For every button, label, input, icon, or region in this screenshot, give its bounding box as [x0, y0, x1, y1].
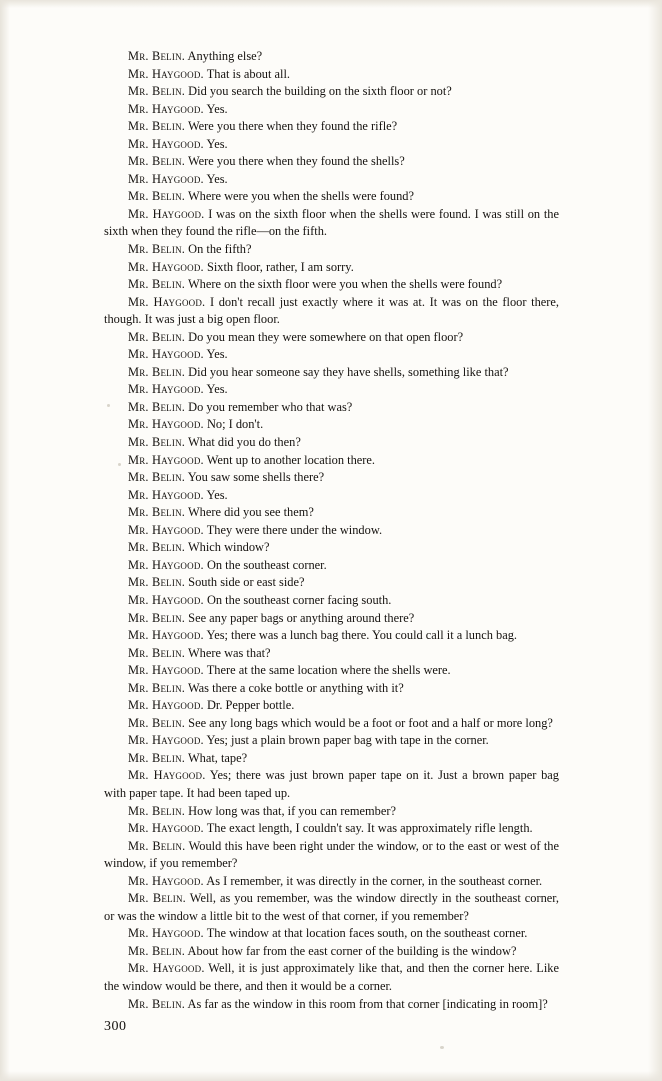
- speaker-text: What, tape?: [185, 750, 248, 765]
- speaker-label: Mr. Belin.: [128, 838, 186, 853]
- scan-speck: [440, 1046, 444, 1049]
- transcript-line: [104, 697, 559, 715]
- speaker-label: Mr. Haygood.: [128, 171, 204, 186]
- speaker-text: What did you do then?: [185, 435, 301, 450]
- transcript-line: [104, 136, 559, 154]
- speaker-text: Yes; just a plain brown paper bag with tape in the corner.: [203, 733, 489, 748]
- speaker-text: Were you there when they found the rifle?: [185, 119, 398, 134]
- page-edge-shading-right: [648, 0, 662, 1081]
- transcript-line: [104, 504, 559, 522]
- transcript-line: [104, 294, 559, 329]
- speaker-text: Anything else?: [185, 49, 263, 63]
- transcript-line: [104, 627, 559, 645]
- speaker-label: Mr. Belin.: [128, 399, 186, 414]
- speaker-text: As far as the window in this room from that corner [indicating in room]?: [185, 996, 548, 1011]
- transcript-line: [104, 171, 559, 189]
- speaker-text: Would this have been right under the window, or to the east or west of the window, if you remember?: [104, 838, 559, 871]
- speaker-label: Mr. Belin.: [128, 435, 186, 450]
- speaker-text: Was there a coke bottle or anything with it?: [185, 680, 404, 695]
- speaker-text: As I remember, it was directly in the corner, in the southeast corner.: [203, 873, 543, 888]
- transcript-line: [104, 66, 559, 84]
- speaker-text: Yes.: [203, 136, 228, 151]
- speaker-label: Mr. Belin.: [128, 575, 186, 590]
- speaker-label: Mr. Belin.: [128, 803, 186, 818]
- speaker-label: Mr. Haygood.: [128, 487, 204, 502]
- speaker-label: Mr. Belin.: [128, 277, 186, 292]
- transcript-line: [104, 206, 559, 241]
- speaker-label: Mr. Belin.: [128, 680, 186, 695]
- speaker-label: Mr. Haygood.: [128, 294, 206, 309]
- speaker-label: Mr. Belin.: [128, 329, 186, 344]
- speaker-label: Mr. Belin.: [128, 610, 186, 625]
- transcript-line: [104, 487, 559, 505]
- transcript-line: [104, 522, 559, 540]
- speaker-text: Sixth floor, rather, I am sorry.: [203, 259, 354, 274]
- transcript-line: [104, 592, 559, 610]
- transcript-line: [104, 469, 559, 487]
- speaker-text: Do you mean they were somewhere on that open floor?: [185, 329, 464, 344]
- transcript-line: [104, 48, 559, 66]
- transcript-line: [104, 960, 559, 995]
- transcript-line: [104, 153, 559, 171]
- transcript-line: [104, 662, 559, 680]
- transcript-line: [104, 890, 559, 925]
- speaker-label: Mr. Haygood.: [128, 698, 204, 713]
- speaker-text: Yes; there was just brown paper tape on it. Just a brown paper bag with paper tape. It had been taped up.: [104, 768, 559, 800]
- speaker-label: Mr. Belin.: [128, 119, 186, 134]
- speaker-label: Mr. Haygood.: [128, 417, 204, 432]
- speaker-label: Mr. Belin.: [128, 242, 186, 257]
- speaker-text: On the southeast corner facing south.: [203, 592, 392, 607]
- speaker-label: Mr. Belin.: [128, 154, 186, 169]
- transcript-line: [104, 610, 559, 628]
- speaker-text: There at the same location where the shells were.: [203, 663, 451, 678]
- transcript-line: [104, 732, 559, 750]
- transcript-line: [104, 750, 559, 768]
- speaker-label: Mr. Belin.: [128, 470, 186, 485]
- speaker-text: About how far from the east corner of the building is the window?: [185, 943, 517, 958]
- speaker-label: Mr. Belin.: [128, 943, 186, 958]
- speaker-text: That is about all.: [203, 66, 290, 81]
- transcript-line: [104, 873, 559, 891]
- transcript-line: [104, 925, 559, 943]
- transcript-line: [104, 680, 559, 698]
- speaker-text: Yes.: [203, 347, 228, 362]
- speaker-text: Did you hear someone say they have shells, something like that?: [185, 364, 509, 379]
- speaker-text: Well, it is just approximately like that, and then the corner here. Like the window would be there, and then it would be a corner.: [104, 961, 559, 993]
- transcript-line: [104, 645, 559, 663]
- speaker-label: Mr. Belin.: [128, 645, 186, 660]
- transcript-line: [104, 276, 559, 294]
- speaker-text: Where were you when the shells were found?: [185, 189, 414, 204]
- speaker-label: Mr. Haygood.: [128, 452, 204, 467]
- page-number: 300: [104, 1019, 127, 1034]
- testimony-transcript: [104, 48, 559, 1013]
- transcript-line: [104, 364, 559, 382]
- speaker-label: Mr. Haygood.: [128, 347, 204, 362]
- transcript-line: [104, 574, 559, 592]
- speaker-text: See any paper bags or anything around there?: [185, 610, 415, 625]
- transcript-line: [104, 943, 559, 961]
- transcript-line: [104, 329, 559, 347]
- speaker-label: Mr. Belin.: [128, 505, 186, 520]
- transcript-line: [104, 452, 559, 470]
- speaker-label: Mr. Haygood.: [128, 206, 205, 221]
- speaker-text: Well, as you remember, was the window directly in the southeast corner, or was the window a little bit to the west of that corner, if you remember?: [104, 891, 560, 923]
- speaker-label: Mr. Belin.: [128, 49, 186, 63]
- speaker-label: Mr. Haygood.: [128, 663, 204, 678]
- transcript-line: [104, 838, 559, 873]
- speaker-text: Were you there when they found the shells?: [185, 154, 405, 169]
- speaker-text: Where was that?: [185, 645, 271, 660]
- speaker-text: Went up to another location there.: [203, 452, 376, 467]
- speaker-text: On the southeast corner.: [203, 557, 327, 572]
- speaker-text: No; I don't.: [203, 417, 264, 432]
- speaker-label: Mr. Haygood.: [128, 592, 204, 607]
- speaker-label: Mr. Haygood.: [128, 259, 204, 274]
- transcript-line: [104, 434, 559, 452]
- speaker-text: Where on the sixth floor were you when the shells were found?: [185, 277, 503, 292]
- speaker-text: Where did you see them?: [185, 505, 314, 520]
- speaker-text: You saw some shells there?: [185, 470, 325, 485]
- speaker-label: Mr. Haygood.: [128, 382, 204, 397]
- page-edge-shading-top: [0, 0, 662, 8]
- speaker-label: Mr. Haygood.: [128, 768, 206, 783]
- speaker-text: I don't recall just exactly where it was at. It was on the floor there, though. It was just a big open floor.: [104, 294, 559, 327]
- speaker-text: Dr. Pepper bottle.: [203, 698, 295, 713]
- speaker-label: Mr. Belin.: [128, 750, 186, 765]
- transcript-line: [104, 101, 559, 119]
- transcript-line: [104, 399, 559, 417]
- speaker-text: On the fifth?: [185, 242, 252, 257]
- transcript-line: [104, 557, 559, 575]
- transcript-line: [104, 820, 559, 838]
- speaker-text: Yes; there was a lunch bag there. You could call it a lunch bag.: [203, 628, 517, 643]
- transcript-line: [104, 188, 559, 206]
- speaker-label: Mr. Haygood.: [128, 557, 204, 572]
- speaker-text: Yes.: [203, 171, 228, 186]
- page-edge-shading-left: [0, 0, 10, 1081]
- speaker-label: Mr. Haygood.: [128, 136, 204, 151]
- speaker-label: Mr. Belin.: [128, 540, 186, 555]
- speaker-text: The window at that location faces south, on the southeast corner.: [203, 926, 528, 941]
- speaker-text: Do you remember who that was?: [185, 399, 353, 414]
- speaker-text: South side or east side?: [185, 575, 305, 590]
- speaker-text: I was on the sixth floor when the shells were found. I was still on the sixth when they found the rifle—on the fifth.: [104, 206, 559, 239]
- page-edge-shading-bottom: [0, 1071, 662, 1081]
- speaker-text: Yes.: [203, 487, 228, 502]
- speaker-label: Mr. Haygood.: [128, 522, 204, 537]
- speaker-label: Mr. Haygood.: [128, 101, 204, 116]
- speaker-label: Mr. Belin.: [128, 715, 186, 730]
- transcript-line: [104, 803, 559, 821]
- transcript-line: [104, 381, 559, 399]
- transcript-line: [104, 346, 559, 364]
- speaker-text: Did you search the building on the sixth floor or not?: [185, 84, 452, 99]
- transcript-line: [104, 83, 559, 101]
- speaker-label: Mr. Belin.: [128, 84, 186, 99]
- speaker-label: Mr. Haygood.: [128, 821, 204, 836]
- speaker-label: Mr. Haygood.: [128, 628, 204, 643]
- speaker-label: Mr. Haygood.: [128, 926, 204, 941]
- transcript-line: [104, 416, 559, 434]
- speaker-label: Mr. Belin.: [128, 364, 186, 379]
- transcript-line: [104, 259, 559, 277]
- speaker-label: Mr. Belin.: [128, 189, 186, 204]
- speaker-text: How long was that, if you can remember?: [185, 803, 396, 818]
- transcript-line: [104, 539, 559, 557]
- speaker-label: Mr. Belin.: [128, 996, 186, 1011]
- transcript-line: [104, 241, 559, 259]
- transcript-line: [104, 996, 559, 1014]
- speaker-text: Yes.: [203, 382, 228, 397]
- transcript-line: [104, 118, 559, 136]
- speaker-text: Yes.: [203, 101, 228, 116]
- speaker-text: Which window?: [185, 540, 270, 555]
- speaker-label: Mr. Haygood.: [128, 961, 205, 976]
- speaker-text: The exact length, I couldn't say. It was approximately rifle length.: [203, 821, 533, 836]
- speaker-text: They were there under the window.: [203, 522, 383, 537]
- speaker-text: See any long bags which would be a foot or foot and a half or more long?: [185, 715, 553, 730]
- transcript-line: [104, 767, 559, 802]
- transcript-line: [104, 715, 559, 733]
- speaker-label: Mr. Haygood.: [128, 733, 204, 748]
- speaker-label: Mr. Haygood.: [128, 66, 204, 81]
- speaker-label: Mr. Belin.: [128, 891, 186, 906]
- speaker-label: Mr. Haygood.: [128, 873, 204, 888]
